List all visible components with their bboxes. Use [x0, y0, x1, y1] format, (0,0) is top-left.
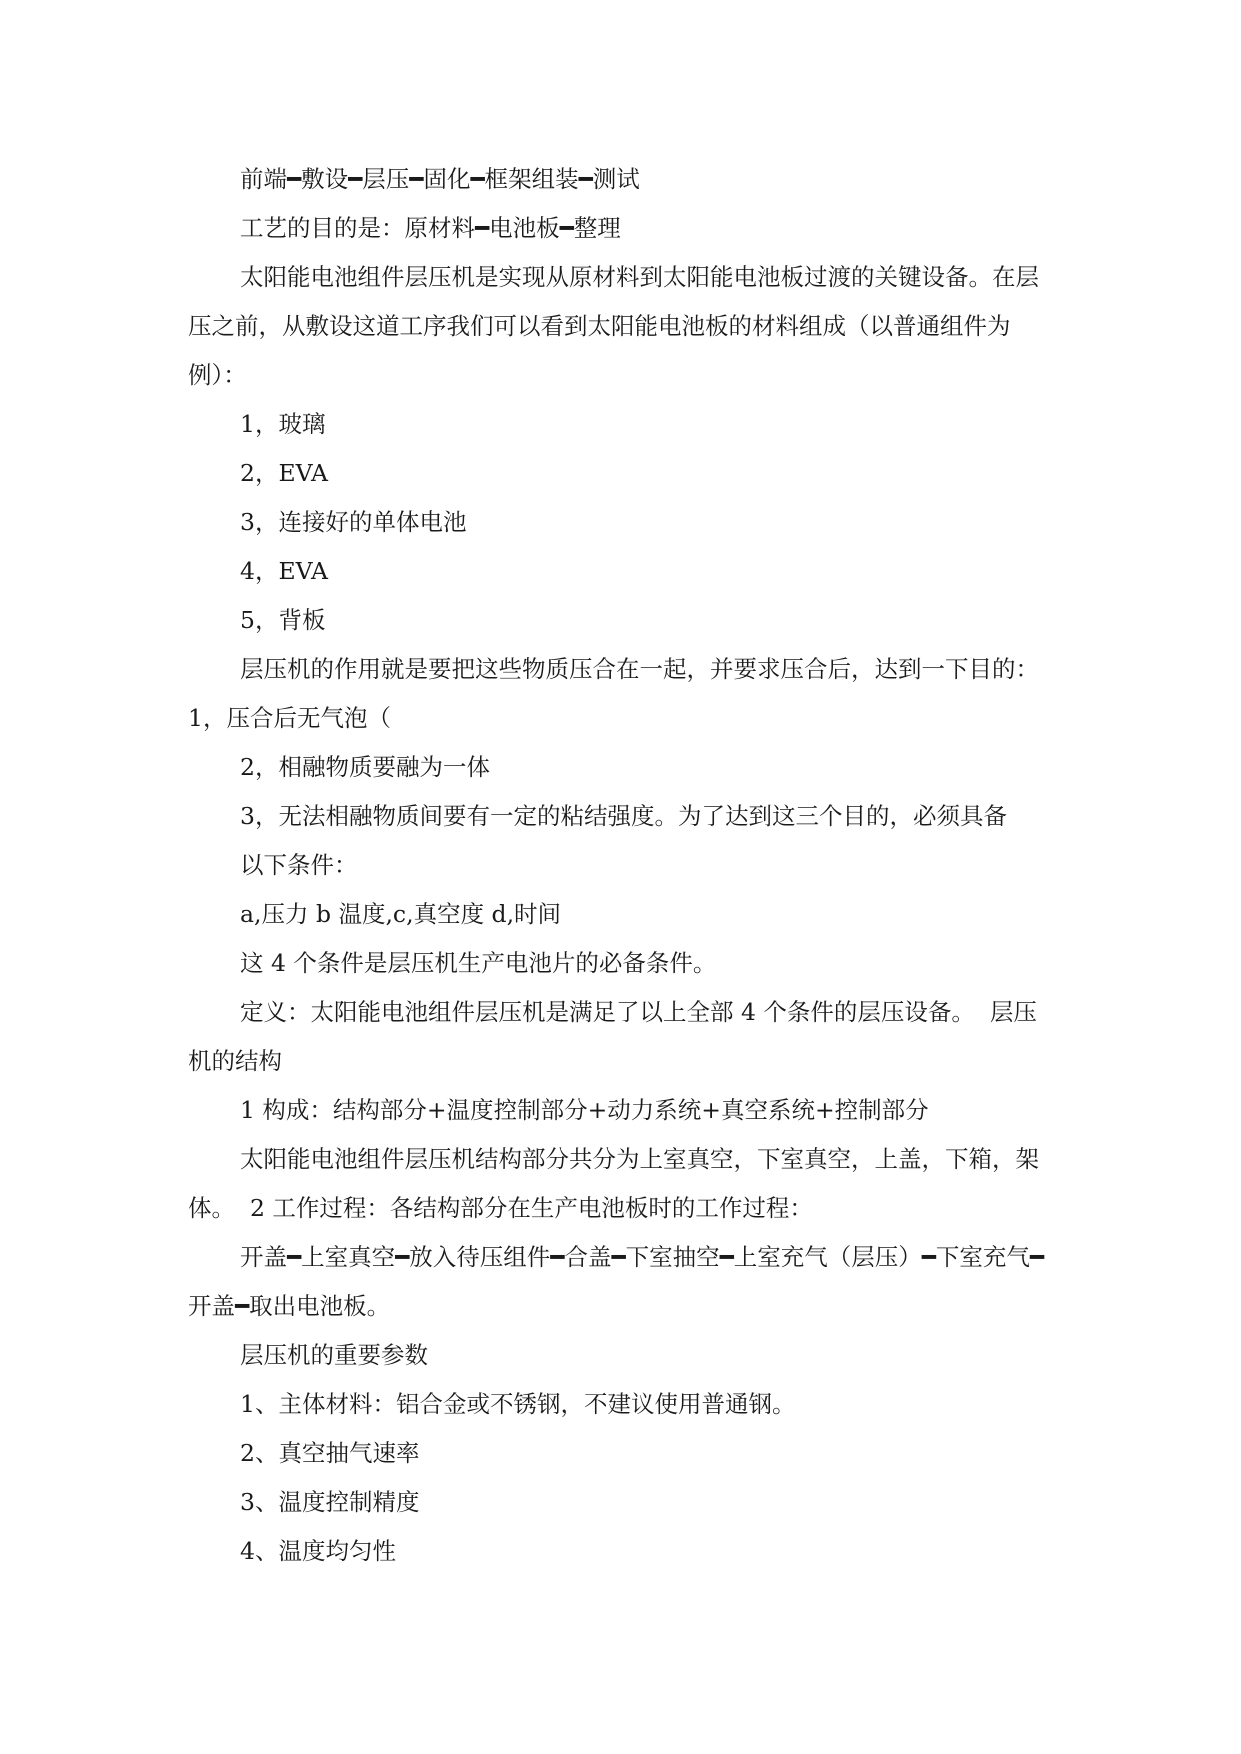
- process-flow-line: 前端━敷设━层压━固化━框架组装━测试: [240, 165, 640, 193]
- laminator-function-paragraph: 层压机的作用就是要把这些物质压合在一起，并要求压合后，达到一下目的： 1，压合后无气泡（: [188, 655, 1054, 732]
- parameter-item-material: 1、主体材料：铝合金或不锈钢，不建议使用普通钢。: [240, 1390, 796, 1418]
- structure-paragraph: 太阳能电池组件层压机结构部分共分为上室真空，下室真空，上盖，下箱，架体。 2 工作过程：各结构部分在生产电池板时的工作过程：: [188, 1145, 1039, 1222]
- material-item-glass: 1，玻璃: [240, 410, 326, 438]
- conditions-heading: 以下条件：: [240, 851, 358, 879]
- composition-line: 1 构成：结构部分+温度控制部分+动力系统+真空系统+控制部分: [240, 1096, 929, 1124]
- document-body: [188, 155, 1056, 1576]
- material-item-backsheet: 5，背板: [240, 606, 326, 634]
- parameter-item-temp-uniformity: 4、温度均匀性: [240, 1537, 396, 1565]
- work-process-paragraph: 开盖━上室真空━放入待压组件━合盖━下室抽空━上室充气（层压）━下室充气━开盖━取出电池板。: [188, 1243, 1045, 1320]
- parameter-item-temp-precision: 3、温度控制精度: [240, 1488, 420, 1516]
- material-item-cells: 3，连接好的单体电池: [240, 508, 467, 536]
- parameters-heading: 层压机的重要参数: [240, 1341, 428, 1369]
- process-purpose-line: 工艺的目的是：原材料━电池板━整理: [240, 214, 621, 242]
- material-item-eva-2: 4，EVA: [240, 557, 328, 585]
- material-item-eva-1: 2，EVA: [240, 459, 328, 487]
- conditions-list: a,压力 b 温度,c,真空度 d,时间: [240, 900, 562, 928]
- goal-item-2: 2，相融物质要融为一体: [240, 753, 490, 781]
- definition-paragraph: 定义：太阳能电池组件层压机是满足了以上全部 4 个条件的层压设备。 层压机的结构: [188, 998, 1037, 1075]
- conditions-note: 这 4 个条件是层压机生产电池片的必备条件。: [240, 949, 717, 977]
- goal-item-3: 3，无法相融物质间要有一定的粘结强度。为了达到这三个目的，必须具备: [240, 802, 1007, 830]
- parameter-item-vacuum-rate: 2、真空抽气速率: [240, 1439, 420, 1467]
- laminator-intro-paragraph: 太阳能电池组件层压机是实现从原材料到太阳能电池板过渡的关键设备。在层压之前，从敷设这道工序我们可以看到太阳能电池板的材料组成（以普通组件为例）：: [188, 263, 1039, 389]
